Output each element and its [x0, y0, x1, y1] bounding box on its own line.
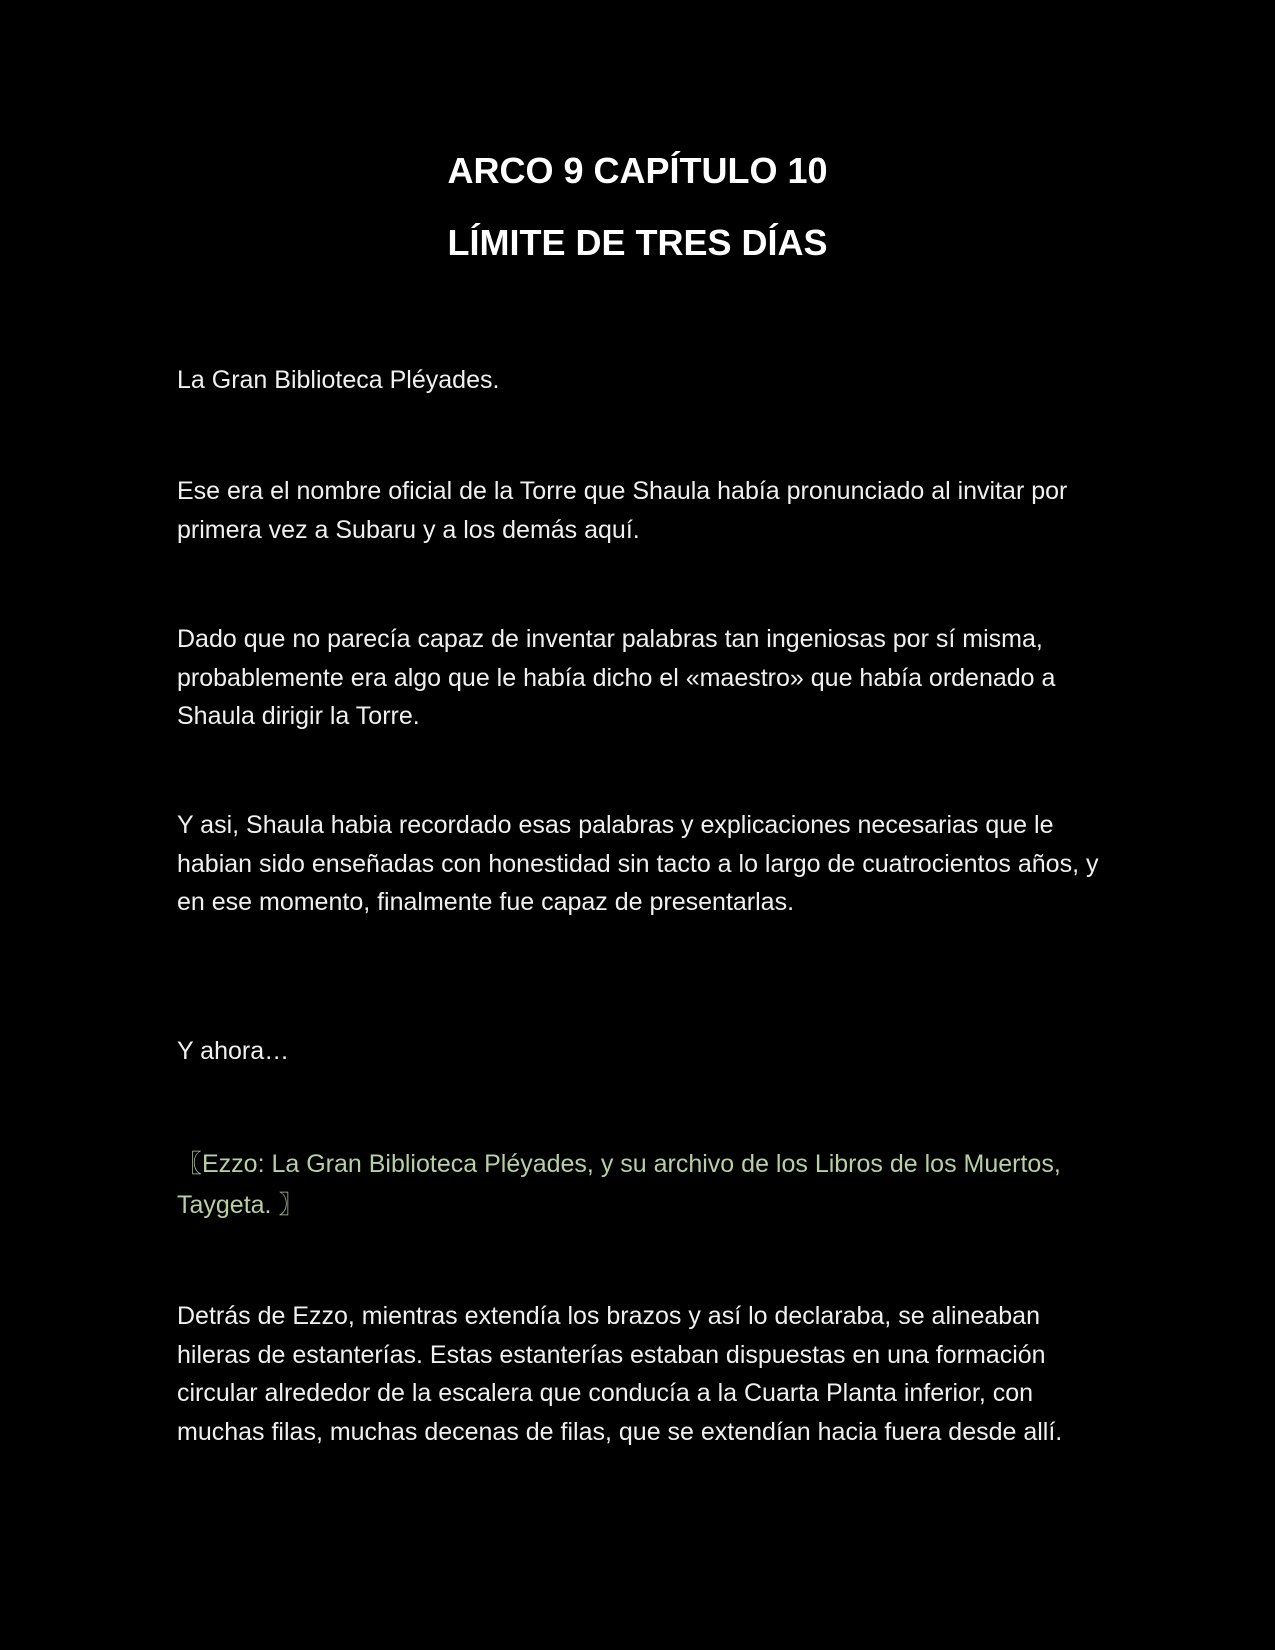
paragraph-2: Ese era el nombre oficial de la Torre que Shaula había pronunciado al invitar por primera vez a Subaru y a los demás aquí.	[177, 477, 1068, 544]
paragraph-5: Y ahora…	[177, 1037, 290, 1065]
paragraph-6: Detrás de Ezzo, mientras extendía los brazos y así lo declaraba, se alineaban hileras de estanterías. Estas estanterías estaban dispuestas en una formación circular alrededor de la escalera que conducía a la Cuarta Planta inferior, con muchas filas, muchas decenas de filas, que se extendían hacia fuera desde allí.	[177, 1302, 1063, 1446]
paragraph-1: La Gran Biblioteca Pléyades.	[177, 366, 500, 394]
dialogue-line: 〖Ezzo: La Gran Biblioteca Pléyades, y su archivo de los Libros de los Muertos, Taygeta. 〗	[177, 1150, 1061, 1219]
paragraph-3: Dado que no parecía capaz de inventar palabras tan ingeniosas por sí misma, probablemente era algo que le había dicho el «maestro» que había ordenado a Shaula dirigir la Torre.	[177, 625, 1056, 730]
chapter-title: ARCO 9 CAPÍTULO 10	[447, 150, 828, 191]
chapter-subtitle: LÍMITE DE TRES DÍAS	[447, 222, 828, 263]
paragraph-4: Y asi, Shaula habia recordado esas palabras y explicaciones necesarias que le habian sido enseñadas con honestidad sin tacto a lo largo de cuatrocientos años, y en ese momento, finalmente fue capaz de presentarlas.	[177, 811, 1099, 916]
